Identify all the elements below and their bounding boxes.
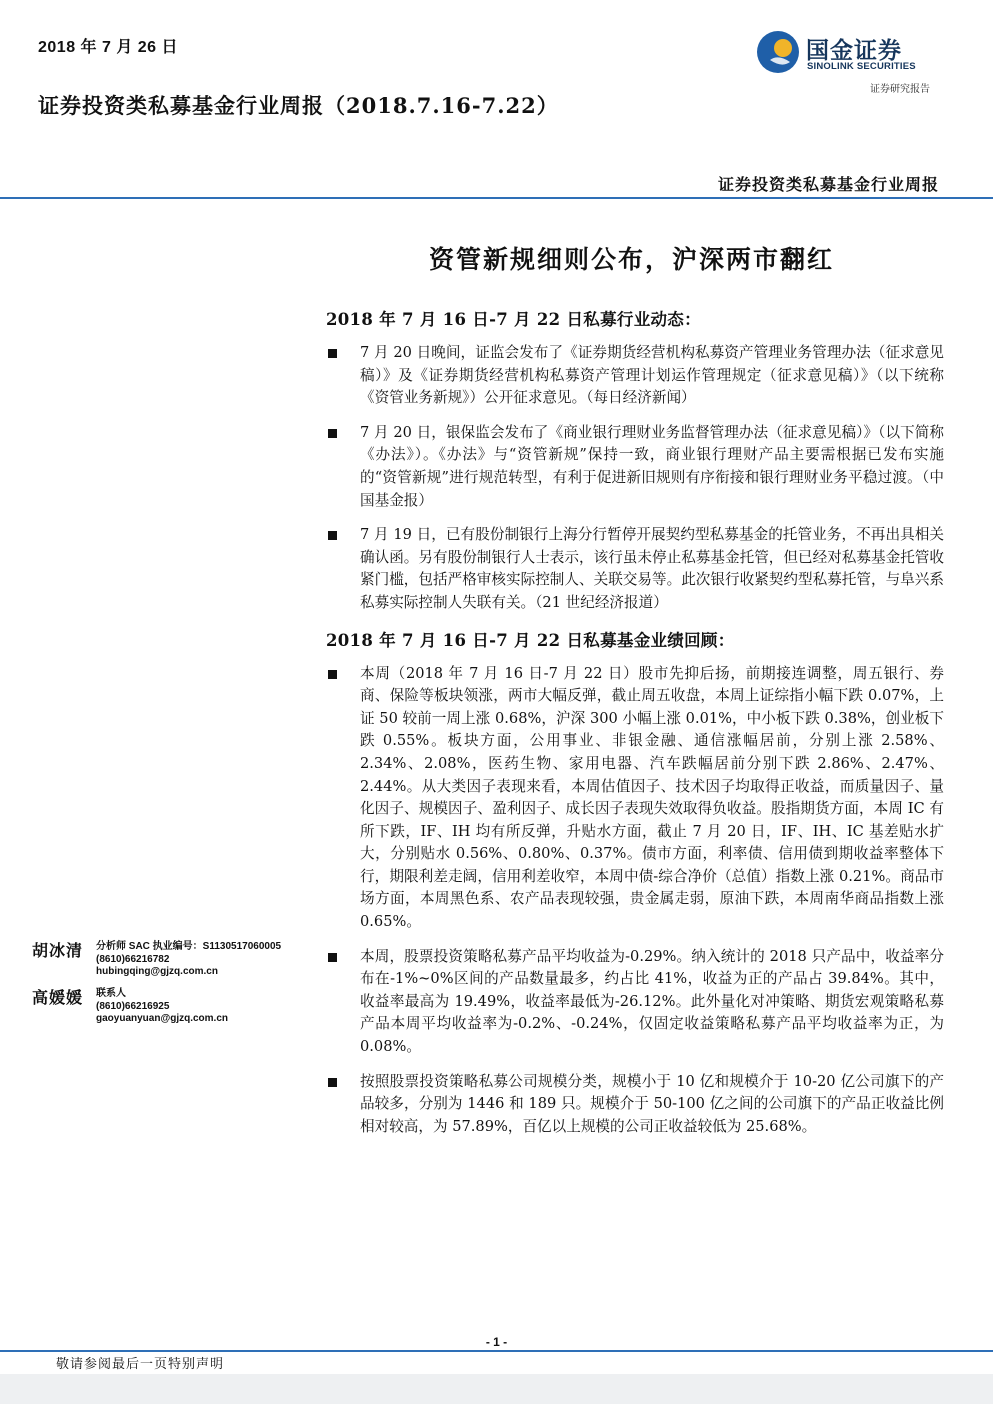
section-heading: 2018 年 7 月 16 日-7 月 22 日私募基金业绩回顾： [326,630,735,650]
report-title: 证券投资类私募基金行业周报（2018.7.16-7.22） [38,93,559,118]
list-item [326,422,944,512]
analyst-name: 高媛媛 [32,988,84,1007]
section-label: 证券投资类私募基金行业周报 [717,175,939,194]
analyst-info [96,941,281,979]
list-item [326,524,944,614]
list-item-text: 本周（2018 年 7 月 16 日-7 月 22 日）股市先抑后扬，前期接连调整，周五银行、券商、保险等板块领涨，两市大幅反弹，截止周五收盘，本周上证综指小幅下跌 0.07%，上证 50 较前一周上涨 0.68%，沪深 300 小幅上涨 0.01%，中小板下跌 0.38%，创业板下跌 0.55%。板块方面，公用事业、非银金融、通信涨幅居前，分别上涨 2.58%、2.34%、2.08%，医药生物、家用电器、汽车跌幅居前分别下跌 2.86%、2.47%、2.44%。从大类因子表现来看，本周估值因子、技术因子均取得正收益，而质量因子、量化因子、规模因子、盈利因子、成长因子表现失效取得负收益。股指期货方面，本周 IC 有所下跌，IF、IH 均有所反弹，升贴水方面，截止 7 月 20 日，IF、IH、IC 基差贴水扩大，分别贴水 0.56%、0.80%、0.37%。债市方面，利率债、信用债到期收益率整体下行，期限利差走阔，信用利差收窄，本周中债-综合净价（总值）指数上涨 0.21%。商品市场方面，本周黑色系、农产品表现较强，贵金属走弱，原油下跌，本周南华商品指数上涨 0.65%。 [360,664,944,931]
list-item-text: 本周，股票投资策略私募产品平均收益为-0.29%。纳入统计的 2018 只产品中，收益率分布在-1%~0%区间的产品数量最多，约占比 41%，收益为正的产品占 39.84%。其中，收益率最高为 19.49%，收益率最低为-26.12%。此外量化对冲策略、期货宏观策略私募产品本周平均收益率为-0.2%、-0.24%，仅固定收益策略私募产品平均收益率为正，为 0.08%。 [360,947,944,1056]
bottom-band [0,1374,993,1404]
section-heading: 2018 年 7 月 16 日-7 月 22 日私募行业动态： [326,310,701,329]
list-item-text: 7 月 19 日，已有股份制银行上海分行暂停开展契约型私募基金的托管业务，不再出具相关确认函。另有股份制银行人士表示，该行虽未停止私募基金托管，但已经对私募基金托管收紧门槛，包括严格审核实际控制人、关联交易等。此次银行收紧契约型私募托管，与阜兴系私募实际控制人失联有关。（21 世纪经济报道） [360,526,944,611]
report-type-label: 证券研究报告 [870,84,930,95]
analyst-email[interactable]: hubingqing@gjzq.com.cn [96,966,218,977]
bullet-square-icon [328,349,337,358]
bullet-square-icon [328,531,337,540]
bullet-square-icon [328,953,337,962]
bullet-square-icon [328,1078,337,1087]
footer-disclaimer: 敬请参阅最后一页特别声明 [56,1357,225,1372]
bullet-square-icon [328,670,337,679]
logo-chinese-text: 国金证券 [806,38,902,64]
headline: 资管新规细则公布，沪深两市翻红 [428,245,834,274]
footer-divider [0,1350,993,1352]
bullet-list [326,663,944,1139]
main-content [326,306,944,1150]
logo-english-text: SINOLINK SECURITIES [807,61,916,72]
list-item-text: 按照股票投资策略私募公司规模分类，规模小于 10 亿和规模介于 10-20 亿公司旗下的产品较多，分别为 1446 和 189 只。规模介于 50-100 亿之间的公司旗下的产品正收益比例相对较高，为 57.89%，百亿以上规模的公司正收益较低为 25.68%。 [360,1072,944,1135]
company-logo [756,30,946,76]
report-date: 2018 年 7 月 26 日 [38,39,179,56]
analyst-info [96,988,228,1026]
bullet-list [326,342,944,615]
analyst-name: 胡冰清 [32,941,84,960]
analyst-credential: 分析师 SAC 执业编号：S1130517060005 [96,941,282,952]
sinolink-logo-icon [756,30,800,74]
analyst-phone: (8610)66216782 [96,953,170,965]
list-item-text: 7 月 20 日，银保监会发布了《商业银行理财业务监督管理办法（征求意见稿）》（以下简称《办法》）。《办法》与“资管新规”保持一致，商业银行理财产品主要需根据已发布实施的“资管新规”进行规范转型，有利于促进新旧规则有序衔接和银行理财业务平稳过渡。（中国基金报） [360,423,944,509]
page-number: - 1 - [485,1335,508,1349]
header-divider [0,197,993,199]
list-item [326,1071,944,1139]
bullet-square-icon [328,429,337,438]
analyst-credential: 联系人 [96,988,126,999]
list-item-text: 7 月 20 日晚间，证监会发布了《证券期货经营机构私募资产管理业务管理办法（征求意见稿）》及《证券期货经营机构私募资产管理计划运作管理规定（征求意见稿）》（以下统称《资管业务新规》）公开征求意见。（每日经济新闻） [360,344,944,407]
analyst-phone: (8610)66216925 [96,1000,170,1012]
list-item [326,946,944,1059]
list-item [326,342,944,410]
analyst-email[interactable]: gaoyuanyuan@gjzq.com.cn [96,1013,228,1024]
list-item [326,663,944,934]
